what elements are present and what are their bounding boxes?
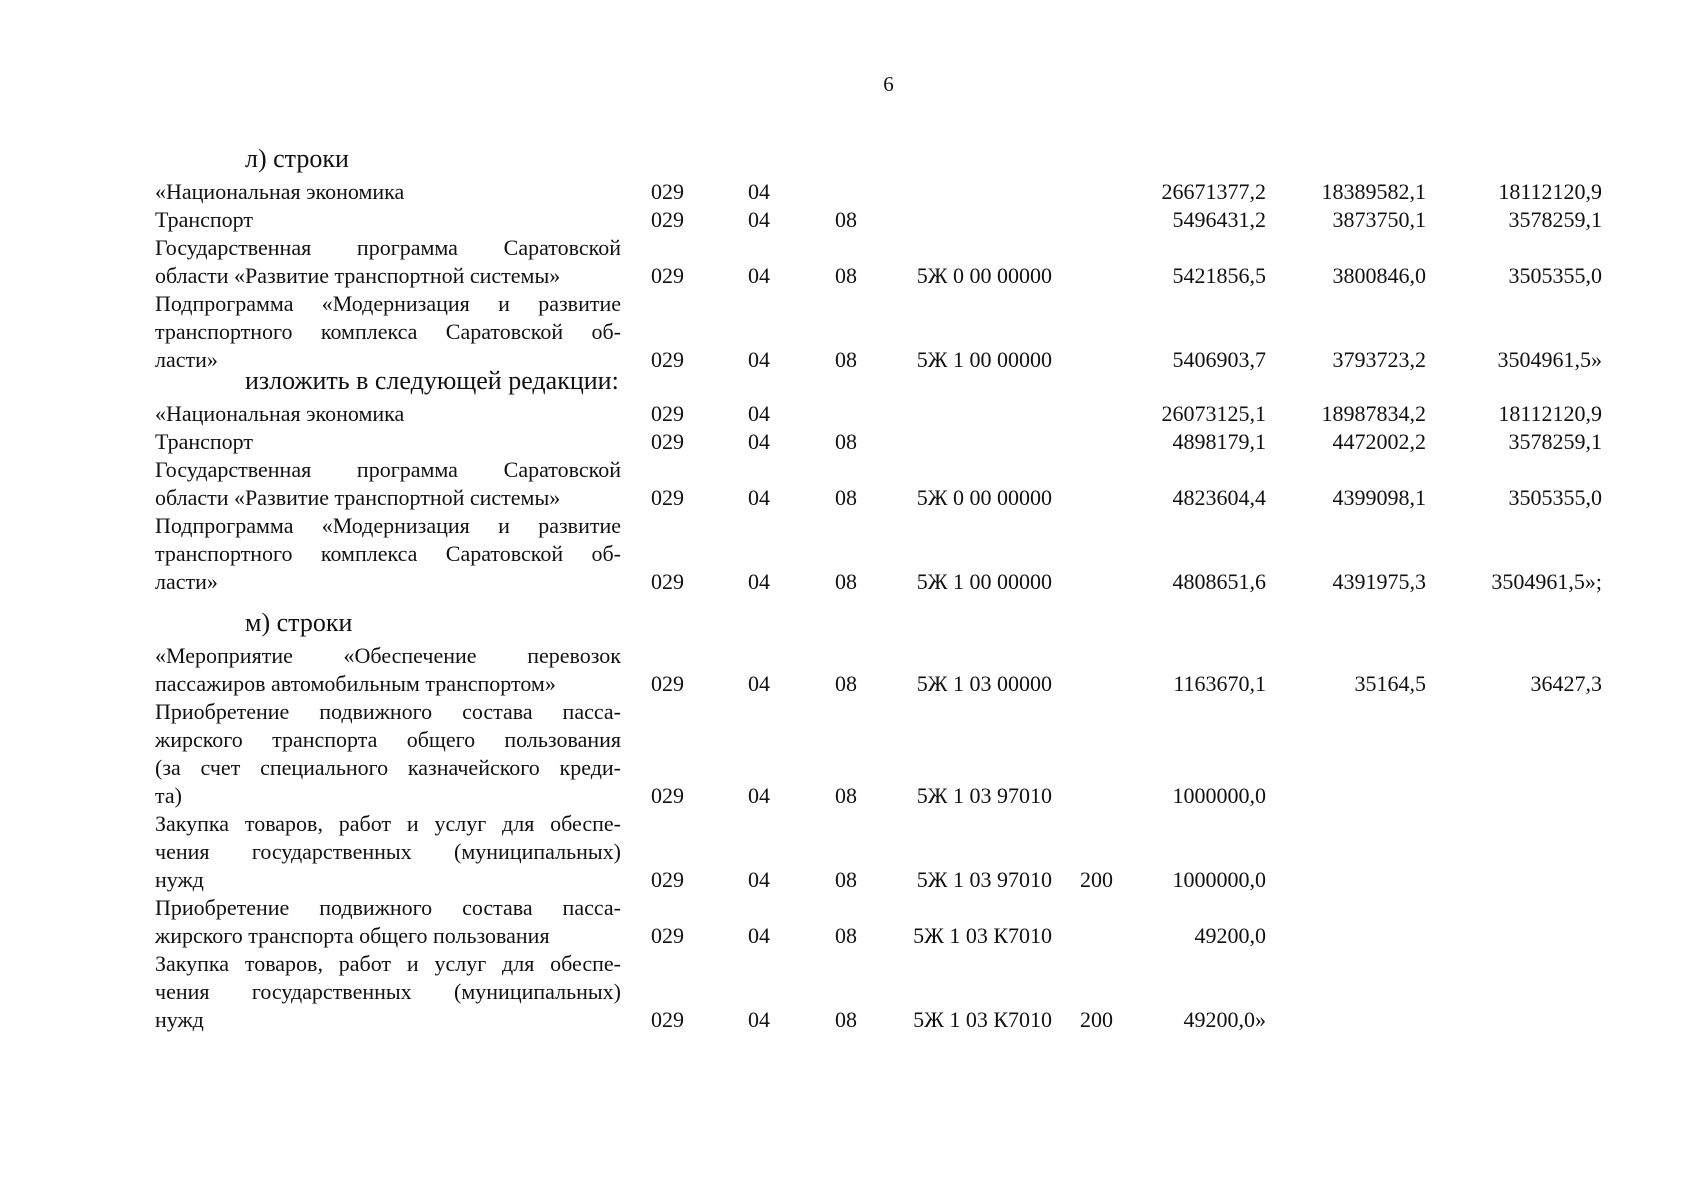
expense-type-code: 200 <box>1080 1007 1113 1032</box>
description-line: «Мероприятие «Обеспечение перевозок <box>155 643 621 668</box>
amount-year-3: 3578259,1 <box>1508 207 1602 232</box>
target-article-code: 5Ж 1 03 К7010 <box>913 923 1052 948</box>
description-line: Приобретение подвижного состава пасса- <box>155 895 621 920</box>
target-article-code: 5Ж 1 03 97010 <box>916 867 1052 892</box>
amount-year-3: 3504961,5»; <box>1491 569 1602 594</box>
ministry-code: 029 <box>651 671 684 696</box>
ministry-code: 029 <box>651 207 684 232</box>
row-description <box>155 894 621 950</box>
description-line: транспортного комплекса Саратовской об- <box>155 541 621 566</box>
target-article-code: 5Ж 0 00 00000 <box>916 485 1052 510</box>
amount-year-1: 5406903,7 <box>1172 347 1266 372</box>
amount-year-1: 26671377,2 <box>1161 179 1266 204</box>
ministry-code: 029 <box>651 485 684 510</box>
subsection-code: 08 <box>835 569 857 594</box>
section-code: 04 <box>748 207 770 232</box>
row-description <box>155 234 621 290</box>
amount-year-1: 4808651,6 <box>1172 569 1266 594</box>
row-description <box>155 456 621 512</box>
row-description <box>155 206 621 234</box>
section-code: 04 <box>748 401 770 426</box>
subsection-code: 08 <box>835 671 857 696</box>
row-description <box>155 400 621 428</box>
ministry-code: 029 <box>651 347 684 372</box>
description-line: нужд <box>155 867 204 892</box>
description-line: чения государственных (муниципальных) <box>155 979 621 1004</box>
ministry-code: 029 <box>651 401 684 426</box>
target-article-code: 5Ж 1 03 97010 <box>916 783 1052 808</box>
amount-year-2: 18389582,1 <box>1321 179 1426 204</box>
ministry-code: 029 <box>651 783 684 808</box>
subsection-code: 08 <box>835 207 857 232</box>
description-line: Транспорт <box>155 207 254 232</box>
row-description <box>155 178 621 206</box>
target-article-code: 5Ж 1 03 00000 <box>916 671 1052 696</box>
subsection-code: 08 <box>835 429 857 454</box>
section-code: 04 <box>748 429 770 454</box>
amount-year-3: 3505355,0 <box>1508 263 1602 288</box>
description-line: чения государственных (муниципальных) <box>155 839 621 864</box>
description-line: Закупка товаров, работ и услуг для обеспе- <box>155 811 621 836</box>
description-line: Государственная программа Саратовской <box>155 235 621 260</box>
description-line: пассажиров автомобильным транспортом» <box>155 671 556 696</box>
amount-year-2: 18987834,2 <box>1321 401 1426 426</box>
amount-year-3: 3578259,1 <box>1508 429 1602 454</box>
section-code: 04 <box>748 671 770 696</box>
amount-year-1: 5496431,2 <box>1172 207 1266 232</box>
amount-year-1: 1163670,1 <box>1173 671 1266 696</box>
amount-year-1: 4898179,1 <box>1172 429 1266 454</box>
target-article-code: 5Ж 1 00 00000 <box>916 569 1052 594</box>
description-line: Транспорт <box>155 429 254 454</box>
amount-year-1: 1000000,0 <box>1172 783 1266 808</box>
amount-year-3: 3505355,0 <box>1508 485 1602 510</box>
row-description <box>155 512 621 596</box>
row-description <box>155 428 621 456</box>
row-description <box>155 290 621 374</box>
description-line: «Национальная экономика <box>155 401 405 426</box>
amount-year-3: 3504961,5» <box>1497 347 1602 372</box>
amount-year-1: 49200,0 <box>1194 923 1266 948</box>
subsection-code: 08 <box>835 867 857 892</box>
description-line: Приобретение подвижного состава пасса- <box>155 699 621 724</box>
amount-year-3: 18112120,9 <box>1498 401 1602 426</box>
amount-year-1: 26073125,1 <box>1161 401 1266 426</box>
subsection-code: 08 <box>835 783 857 808</box>
target-article-code: 5Ж 1 00 00000 <box>916 347 1052 372</box>
description-line: жирского транспорта общего пользования <box>155 923 550 948</box>
amount-year-2: 3873750,1 <box>1332 207 1426 232</box>
amount-year-2: 35164,5 <box>1354 671 1426 696</box>
section-code: 04 <box>748 179 770 204</box>
row-description <box>155 950 621 1034</box>
ministry-code: 029 <box>651 429 684 454</box>
description-line: Государственная программа Саратовской <box>155 457 621 482</box>
section-m-heading: м) строки <box>245 608 353 637</box>
description-line: Закупка товаров, работ и услуг для обеспе- <box>155 951 621 976</box>
description-line: ласти» <box>155 569 218 594</box>
section-l-heading: л) строки <box>245 144 349 173</box>
description-line: «Национальная экономика <box>155 179 405 204</box>
ministry-code: 029 <box>651 569 684 594</box>
subsection-code: 08 <box>835 923 857 948</box>
row-description <box>155 642 621 698</box>
page-number: 6 <box>883 72 894 96</box>
section-code: 04 <box>748 263 770 288</box>
subsection-code: 08 <box>835 485 857 510</box>
amount-year-1: 49200,0» <box>1183 1007 1266 1032</box>
section-replace-heading: изложить в следующей редакции: <box>245 366 619 395</box>
ministry-code: 029 <box>651 867 684 892</box>
description-line: области «Развитие транспортной системы» <box>155 485 561 510</box>
section-code: 04 <box>748 347 770 372</box>
amount-year-2: 4391975,3 <box>1332 569 1426 594</box>
section-code: 04 <box>748 867 770 892</box>
amount-year-3: 18112120,9 <box>1498 179 1602 204</box>
section-code: 04 <box>748 783 770 808</box>
ministry-code: 029 <box>651 179 684 204</box>
target-article-code: 5Ж 0 00 00000 <box>916 263 1052 288</box>
amount-year-3: 36427,3 <box>1530 671 1602 696</box>
description-line: области «Развитие транспортной системы» <box>155 263 561 288</box>
section-code: 04 <box>748 923 770 948</box>
description-line: Подпрограмма «Модернизация и развитие <box>155 291 621 316</box>
description-line: Подпрограмма «Модернизация и развитие <box>155 513 621 538</box>
ministry-code: 029 <box>651 263 684 288</box>
target-article-code: 5Ж 1 03 К7010 <box>913 1007 1052 1032</box>
ministry-code: 029 <box>651 923 684 948</box>
expense-type-code: 200 <box>1080 867 1113 892</box>
amount-year-1: 1000000,0 <box>1172 867 1266 892</box>
description-line: транспортного комплекса Саратовской об- <box>155 319 621 344</box>
section-code: 04 <box>748 1007 770 1032</box>
subsection-code: 08 <box>835 347 857 372</box>
amount-year-1: 4823604,4 <box>1172 485 1266 510</box>
amount-year-2: 3793723,2 <box>1332 347 1426 372</box>
section-code: 04 <box>748 569 770 594</box>
description-line: (за счет специального казначейского креди- <box>155 755 621 780</box>
description-line: та) <box>155 783 182 808</box>
subsection-code: 08 <box>835 263 857 288</box>
row-description <box>155 698 621 810</box>
description-line: жирского транспорта общего пользования <box>155 727 621 752</box>
subsection-code: 08 <box>835 1007 857 1032</box>
row-description <box>155 810 621 894</box>
description-line: ласти» <box>155 347 218 372</box>
amount-year-2: 4399098,1 <box>1332 485 1426 510</box>
ministry-code: 029 <box>651 1007 684 1032</box>
amount-year-1: 5421856,5 <box>1172 263 1266 288</box>
amount-year-2: 3800846,0 <box>1332 263 1426 288</box>
section-code: 04 <box>748 485 770 510</box>
description-line: нужд <box>155 1007 204 1032</box>
amount-year-2: 4472002,2 <box>1332 429 1426 454</box>
